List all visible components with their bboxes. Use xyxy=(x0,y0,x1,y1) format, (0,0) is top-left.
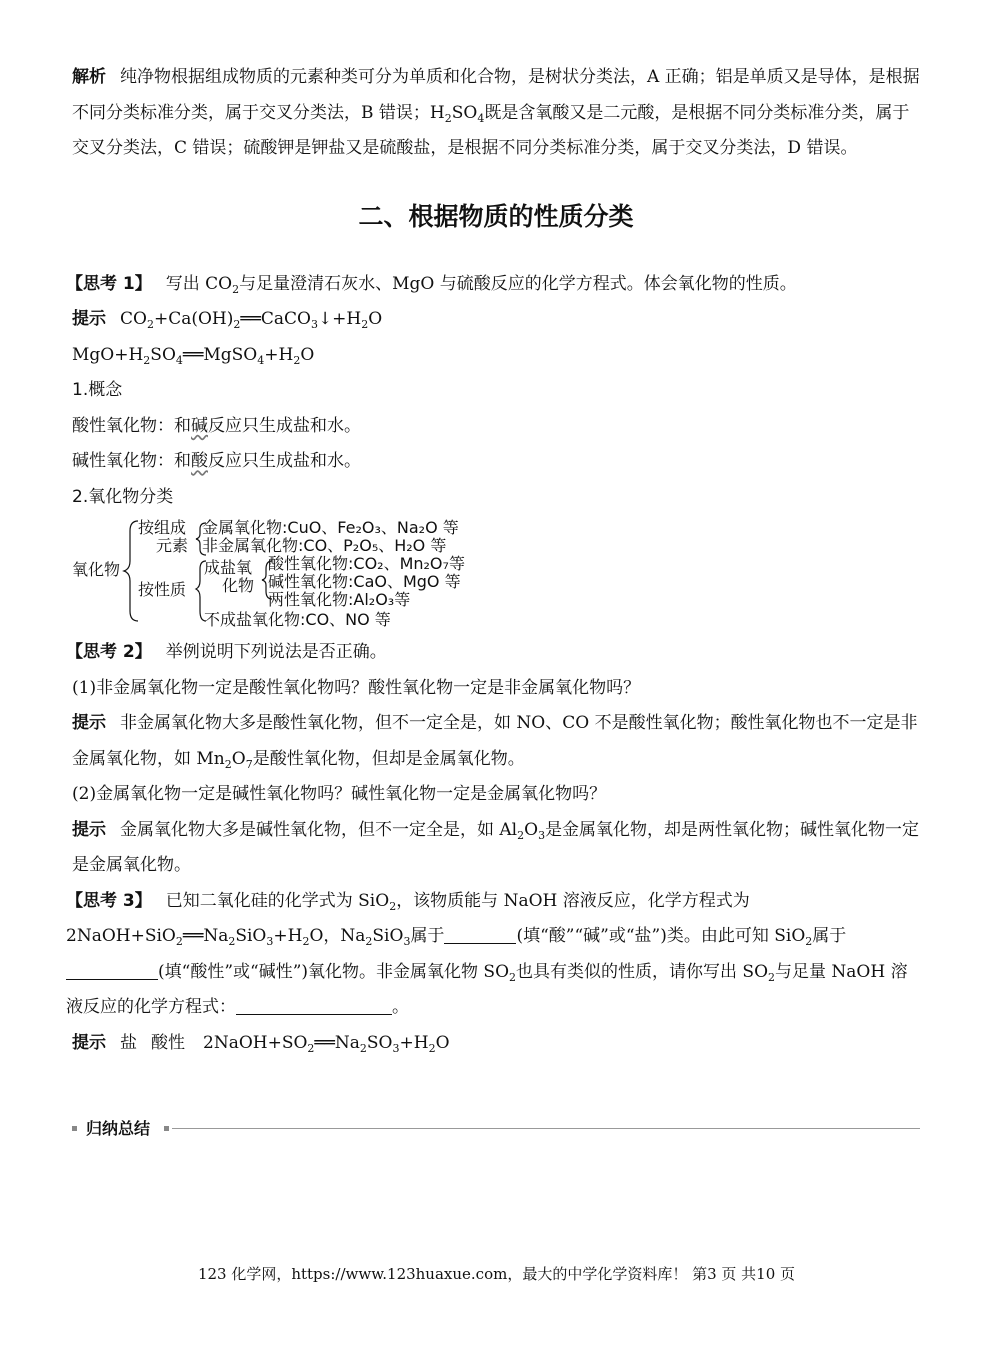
think1-question: 【思考 1】 写出 $CO_2$与足量澄清石灰水、MgO 与硫酸反应的化学方程式。体会氧化物的性质。 xyxy=(66,273,797,296)
square-bullet-icon xyxy=(72,1126,77,1131)
answer-2: 酸性 xyxy=(151,1032,185,1053)
analysis-label: 解析 xyxy=(72,67,106,87)
concept-acidic: 酸性氧化物：和碱反应只生成盐和水。 xyxy=(72,415,361,436)
non-salt-forming-oxide: 不成盐氧化物:CO、NO 等 xyxy=(204,610,391,629)
root-oxide: 氧化物 xyxy=(72,560,121,579)
basic-oxide: 碱性氧化物:CaO、MgO 等 xyxy=(268,572,461,591)
divider xyxy=(172,1128,920,1129)
nonmetal-oxide: 非金属氧化物:CO、P₂O₅、H₂O 等 xyxy=(202,536,447,555)
think3-question: 【思考 3】 已知二氧化硅的化学式为 SiO$_2$，该物质能与 NaOH 溶液反应，化学方程式为 $2NaOH+SiO_2══Na_2SiO_3+H_2O$，$Na_2SiO_3$属于 (填“酸”“碱”或“盐”)类。由此可知 SiO$_2$属于(填“酸性”或“碱性”)氧化物。非金属氧化物 $SO_2$也具有类似的性质，请你写出 $SO_2$与足量 NaOH 溶液反应的化学方程式： 。 xyxy=(66,890,908,1017)
summary-label: 归纳总结 xyxy=(86,1119,151,1138)
analysis-text: 纯净物根据组成物质的元素种类可分为单质和化合物，是树状分类法，A 正确；铝是单质又是导体，是根据不同分类标准分类，属于交叉分类法，B 错误； xyxy=(72,67,920,123)
metal-oxide: 金属氧化物:CuO、Fe₂O₃、Na₂O 等 xyxy=(202,518,459,537)
think2-question: 【思考 2】 举例说明下列说法是否正确。 xyxy=(66,642,387,662)
by-property: 按性质 xyxy=(138,580,187,599)
salt-forming-1: 成盐氧 xyxy=(204,558,253,577)
square-bullet-icon xyxy=(164,1126,169,1131)
analysis-paragraph: 解析 纯净物根据组成物质的元素种类可分为单质和化合物，是树状分类法，A 正确；铝是单质又是导体，是根据不同分类标准分类，属于交叉分类法，B 错误；$H_2SO_4$既是含氧酸又是二元酸，是根据不同分类标准分类，属于交叉分类法，C 错误；硫酸钾是钾盐又是硫酸盐，是根据不同分类标准分类，属于交叉分类法，D 错误。 xyxy=(72,67,920,158)
classification-heading: 2.氧化物分类 xyxy=(72,486,174,507)
concept-basic: 碱性氧化物：和酸反应只生成盐和水。 xyxy=(72,451,361,471)
section-title: 二、根据物质的性质分类 xyxy=(358,201,634,231)
think3-hint: 提示 盐 酸性 $2NaOH+SO_2══Na_2SO_3+H_2O$ xyxy=(72,1032,450,1055)
answer-1: 盐 xyxy=(120,1032,137,1053)
think2-a1: 提示 非金属氧化物大多是酸性氧化物，但不一定全是，如 NO、CO 不是酸性氧化物；酸性氧化物也不一定是非金属氧化物，如 $Mn_2O_7$是酸性氧化物，但却是金属氧化物。 xyxy=(72,713,918,771)
think3-label: 【思考 3】 xyxy=(66,890,152,911)
blank-3[interactable] xyxy=(236,996,392,1015)
by-composition-2: 元素 xyxy=(156,536,189,555)
salt-forming-2: 化物 xyxy=(222,576,255,595)
summary-header xyxy=(72,1117,920,1141)
concept-heading: 1.概念 xyxy=(72,380,123,400)
think1-equation-2: $MgO+H_2SO_4══MgSO_4+H_2O$ xyxy=(72,344,315,367)
think2-q1: (1)非金属氧化物一定是酸性氧化物吗？酸性氧化物一定是非金属氧化物吗？ xyxy=(72,677,641,698)
blank-2[interactable] xyxy=(66,961,158,980)
page-footer: 123 化学网，https://www.123huaxue.com，最大的中学化学资料库！ 第3 页 共10 页 xyxy=(197,1265,796,1283)
think2-q2: (2)金属氧化物一定是碱性氧化物吗？碱性氧化物一定是金属氧化物吗？ xyxy=(72,784,607,804)
think1-label: 【思考 1】 xyxy=(66,273,152,294)
analysis-text-rest: 既是含氧酸又是二元酸，是根据不同分类标准分类，属于交叉分类法，C 错误；硫酸钾是钾盐又是硫酸盐，是根据不同分类标准分类，属于交叉分类法，D 错误。 xyxy=(72,102,910,158)
blank-1[interactable] xyxy=(444,925,516,944)
think2-a2: 提示 金属氧化物大多是碱性氧化物，但不一定全是，如 $Al_2O_3$是金属氧化物，却是两性氧化物；碱性氧化物一定是金属氧化物。 xyxy=(72,819,920,875)
by-composition-1: 按组成 xyxy=(138,518,187,537)
page-content xyxy=(66,60,920,1061)
amphoteric-oxide: 两性氧化物:Al₂O₃等 xyxy=(268,590,411,609)
think1-hint-label: 提示 xyxy=(72,309,106,329)
oxide-classification-diagram xyxy=(72,515,920,635)
think2-label: 【思考 2】 xyxy=(66,642,152,662)
acidic-oxide: 酸性氧化物:CO₂、Mn₂O₇等 xyxy=(268,554,465,573)
think1-hint: 提示 $CO_2+Ca(OH)_2══CaCO_3↓+H_2O$ xyxy=(72,309,383,331)
